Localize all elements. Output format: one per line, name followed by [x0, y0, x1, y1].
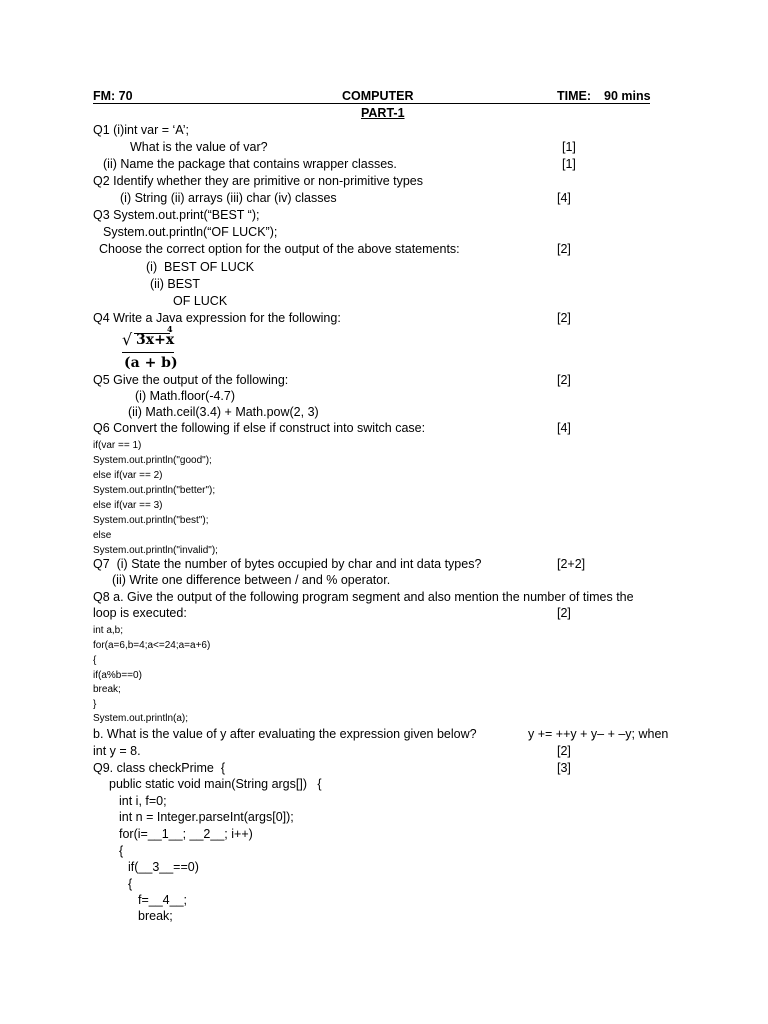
q3-line-2: System.out.println(“OF LUCK”);	[103, 225, 278, 239]
fraction-numerator: 3x+x	[136, 332, 175, 348]
code-line: System.out.println("best");	[93, 515, 209, 526]
code-line: for(a=6,b=4;a<=24;a=a+6)	[93, 640, 211, 651]
q3-option-2b: OF LUCK	[173, 294, 228, 308]
q9-line-9: f=__4__;	[138, 893, 188, 907]
code-line: System.out.println("better");	[93, 485, 216, 496]
q9-line-10: break;	[138, 909, 173, 923]
q1-marks-2: [1]	[562, 157, 576, 171]
code-line: else	[93, 530, 112, 541]
q7-marks: [2+2]	[557, 557, 586, 571]
fraction-exponent: 4	[167, 324, 173, 334]
q9-line-2: public static void main(String args[]) {	[109, 777, 322, 791]
radical-sign: √	[122, 330, 133, 349]
part-title: PART-1	[361, 106, 405, 120]
q3-option-1: (i) BEST OF LUCK	[146, 260, 255, 274]
q9-line-4: int n = Integer.parseInt(args[0]);	[119, 810, 294, 824]
q2-line-1: Q2 Identify whether they are primitive or non-primitive types	[93, 174, 423, 188]
time-label: TIME:	[557, 89, 592, 103]
q9-line-6: {	[119, 844, 124, 858]
fraction-denominator: (a + b)	[124, 355, 178, 371]
q5-part-2: (ii) Math.ceil(3.4) + Math.pow(2, 3)	[128, 405, 319, 419]
q3-marks: [2]	[557, 242, 571, 256]
q6-line: Q6 Convert the following if else if construct into switch case:	[93, 421, 426, 435]
q4-line: Q4 Write a Java expression for the following:	[93, 311, 341, 325]
code-line: int a,b;	[93, 625, 124, 636]
q8-line-2: loop is executed:	[93, 606, 187, 620]
q4-marks: [2]	[557, 311, 571, 325]
header-rule	[93, 103, 650, 104]
q9-line-7: if(__3__==0)	[128, 860, 199, 874]
q9-line-5: for(i=__1__; __2__; i++)	[119, 827, 253, 841]
q2-marks: [4]	[557, 191, 571, 205]
fraction-bar	[122, 352, 174, 353]
time-value: 90 mins	[604, 89, 651, 103]
code-line: if(a%b==0)	[93, 670, 142, 681]
q8-b-line-2: int y = 8.	[93, 744, 141, 758]
q7-line-1: Q7 (i) State the number of bytes occupied by char and int data types?	[93, 557, 482, 571]
q9-line-3: int i, f=0;	[119, 794, 167, 808]
q1-line-1: Q1 (i)int var = ‘A’;	[93, 123, 189, 137]
q6-marks: [4]	[557, 421, 571, 435]
code-line: System.out.println("invalid");	[93, 545, 218, 556]
q1-line-2: What is the value of var?	[130, 140, 268, 154]
q5-part-1: (i) Math.floor(-4.7)	[135, 389, 236, 403]
q4-fraction	[122, 324, 182, 374]
q8-marks-a: [2]	[557, 606, 571, 620]
q9-marks: [3]	[557, 761, 571, 775]
code-line: }	[93, 699, 97, 710]
q5-line: Q5 Give the output of the following:	[93, 373, 289, 387]
q9-line-1: Q9. class checkPrime {	[93, 761, 225, 775]
q5-marks: [2]	[557, 373, 571, 387]
q8-b-line: b. What is the value of y after evaluating the expression given below?	[93, 727, 477, 741]
q3-option-2: (ii) BEST	[150, 277, 200, 291]
code-line: {	[93, 655, 97, 666]
subject-title: COMPUTER	[342, 89, 414, 103]
full-marks: FM: 70	[93, 89, 133, 103]
q8-b-expression: y += ++y + y– + –y; when	[528, 727, 669, 741]
q9-line-8: {	[128, 877, 133, 891]
code-line: System.out.println(a);	[93, 713, 189, 724]
q1-marks-1: [1]	[562, 140, 576, 154]
q2-line-2: (i) String (ii) arrays (iii) char (iv) classes	[120, 191, 337, 205]
q3-line-1: Q3 System.out.print(“BEST “);	[93, 208, 260, 222]
q3-line-3: Choose the correct option for the output of the above statements:	[99, 242, 460, 256]
q8-marks-b: [2]	[557, 744, 571, 758]
code-line: else if(var == 3)	[93, 500, 163, 511]
code-line: else if(var == 2)	[93, 470, 163, 481]
q7-line-2: (ii) Write one difference between / and % operator.	[112, 573, 391, 587]
code-line: if(var == 1)	[93, 440, 142, 451]
q8-line-1: Q8 a. Give the output of the following program segment and also mention the number of times the	[93, 590, 634, 604]
code-line: System.out.println("good");	[93, 455, 212, 466]
code-line: break;	[93, 684, 121, 695]
q1-line-3: (ii) Name the package that contains wrapper classes.	[103, 157, 397, 171]
